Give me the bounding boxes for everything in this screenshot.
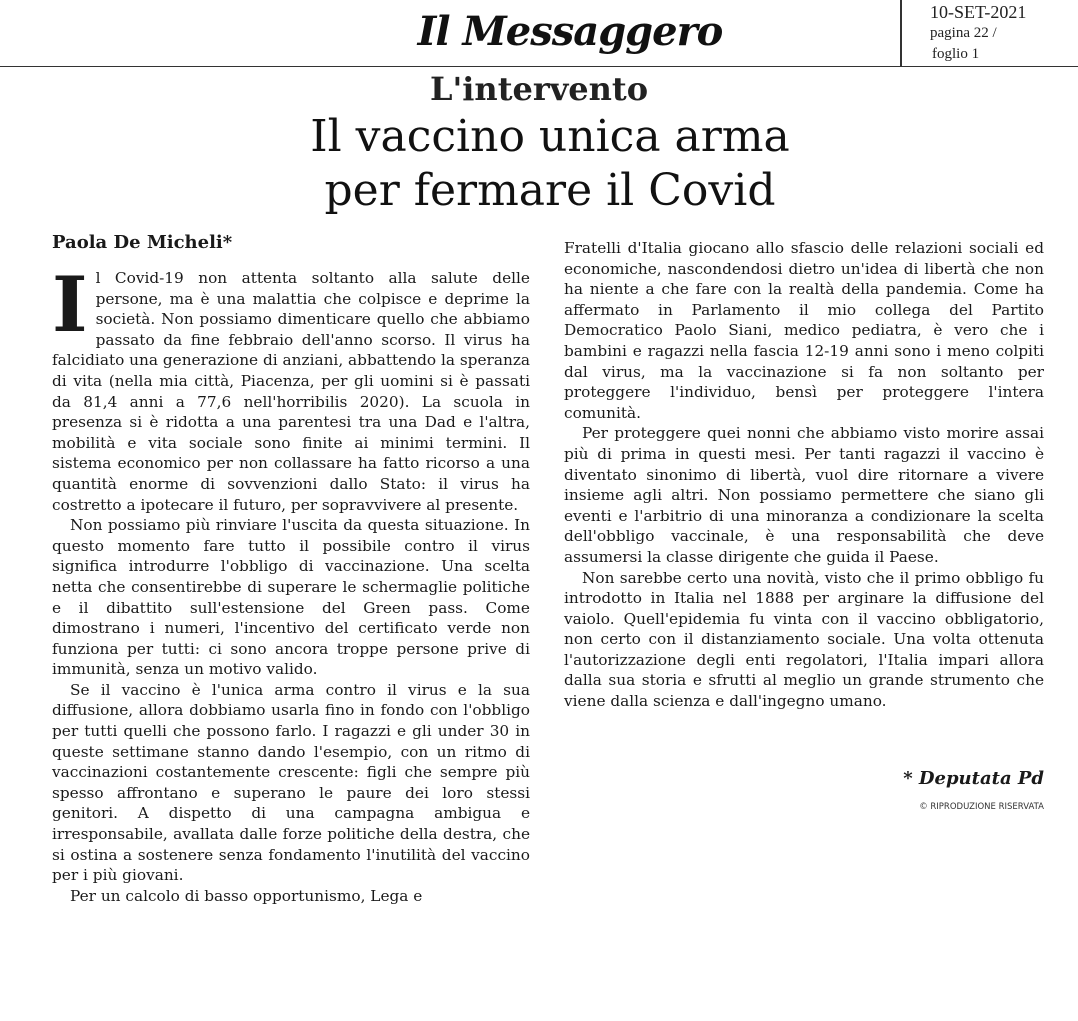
article-paragraph: Per proteggere quei nonni che abbiamo visto morire assai più di prima in questi mesi. Per tanti ragazzi il vaccino è diventato sinonimo di libertà, vuol dire ritornare a vivere insieme agli altri. Non possiamo permettere che siano gli eventi e l'arbitrio di una minoranza a condizionare la scelta dell'obbligo vaccinale, è una responsabilità che deve assumersi la classe dirigente che guida il Paese.	[564, 424, 1044, 566]
article-column-left	[52, 260, 530, 906]
article-kicker: L'intervento	[429, 70, 649, 108]
article-headline	[200, 110, 900, 218]
copyright-notice: © RIPRODUZIONE RISERVATA	[919, 802, 1044, 812]
headline-line-1: Il vaccino unica arma	[310, 111, 790, 162]
article-paragraph: Se il vaccino è l'unica arma contro il virus e la sua diffusione, allora dobbiamo usarla fino in fondo con l'obbligo per tutti quelli che possono farlo. I ragazzi e gli under 30 in queste settimane stanno dando l'esempio, con un ritmo di vaccinazioni costantemente crescente: figli che sempre più spesso affrontano e superano le paure dei loro stessi genitori. A dispetto di una campagna ambigua e irresponsabile, avallata dalle forze politiche della destra, che si ostina a sostenere senza fondamento l'inutilità del vaccino per i più giovani.	[52, 680, 530, 885]
author-signature: * Deputata Pd	[903, 768, 1044, 789]
article-paragraph: Il Covid-19 non attenta soltanto alla salute delle persone, ma è una malattia che colpisce e deprime la società. Non possiamo dimenticare quello che abbiamo passato da fine febbraio dell'anno scorso. Il virus ha falcidiato una generazione di anziani, abbattendo la speranza di vita (nella mia città, Piacenza, per gli uomini si è passati da 81,4 anni a 77,6 nell'horribilis 2020). La scuola in presenza si è ridotta a una parentesi tra una Dad e l'altra, mobilità e vita sociale sono finite ai minimi termini. Il sistema economico per non collassare ha fatto ricorso a una quantità enorme di sovvenzioni dallo Stato: il virus ha costretto a ipotecare il futuro, per sopravvivere al presente.	[52, 260, 530, 514]
page-number: pagina 22 /	[930, 25, 997, 41]
sheet-number: foglio 1	[932, 46, 980, 62]
drop-cap: I	[52, 260, 88, 349]
article-column-right	[564, 238, 1044, 712]
headline-line-2: per fermare il Covid	[324, 165, 776, 216]
publication-date: 10-SET-2021	[930, 2, 1027, 22]
article-paragraph: Per un calcolo di basso opportunismo, Lega e	[70, 886, 423, 905]
article-byline: Paola De Micheli*	[52, 232, 233, 253]
newspaper-masthead: Il Messaggero	[417, 8, 723, 55]
clipping-header	[0, 0, 1078, 67]
article-paragraph: Fratelli d'Italia giocano allo sfascio delle relazioni sociali ed economiche, nascondendosi dietro un'idea di libertà che non ha niente a che fare con la realtà della pandemia. Come ha affermato in Parlamento il mio collega del Partito Democratico Paolo Siani, medico pediatra, è vero che i bambini e ragazzi nella fascia 12-19 anni sono i meno colpiti dal virus, ma la vaccinazione si fa non soltanto per proteggere l'individuo, bensì per proteggere l'intera comunità.	[564, 239, 1044, 422]
article-paragraph: Non possiamo più rinviare l'uscita da questa situazione. In questo momento fare tutto il possibile contro il virus significa introdurre l'obbligo di vaccinazione. Una scelta netta che consentirebbe di superare le schermaglie politiche e il dibattito sull'estensione del Green pass. Come dimostrano i numeri, l'incentivo del certificato verde non funziona per tutti: ci sono ancora troppe persone prive di immunità, senza un motivo valido.	[52, 516, 530, 679]
article-paragraph: Non sarebbe certo una novità, visto che il primo obbligo fu introdotto in Italia nel 1888 per arginare la diffusione del vaiolo. Quell'epidemia fu vinta con il vaccino obbligatorio, non certo con il distanziamento sociale. Una volta ottenuta l'autorizzazione degli enti regolatori, l'Italia impari allora dalla sua storia e sfrutti al meglio un grande strumento che viene dalla scienza e dall'ingegno umano.	[564, 568, 1044, 711]
clipping-info-box	[900, 0, 1078, 66]
